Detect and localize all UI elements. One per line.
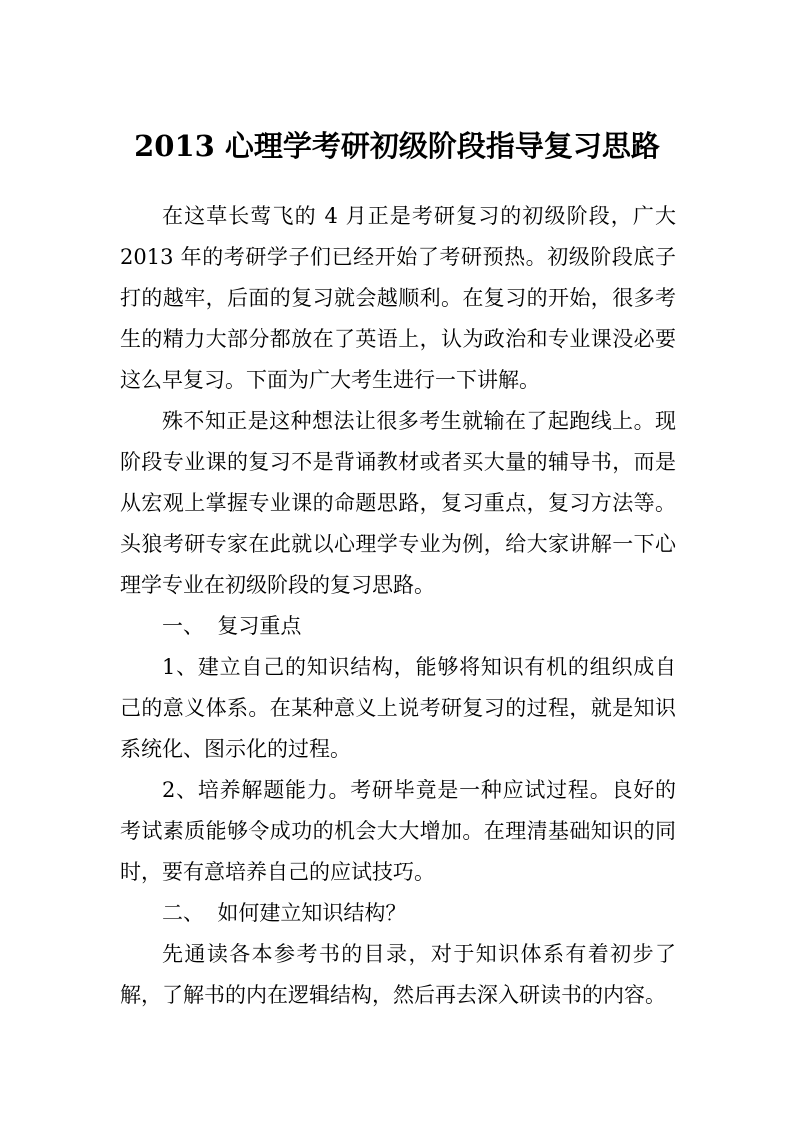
review-focus-item-1: 1、建立自己的知识结构，能够将知识有机的组织成自己的意义体系。在某种意义上说考研复习的过程，就是知识系统化、图示化的过程。 [120,655,676,761]
section-heading-knowledge-structure: 二、 如何建立知识结构？ [162,901,407,925]
section-heading-review-focus: 一、 复习重点 [162,614,302,638]
document-body [120,196,676,1016]
knowledge-structure-paragraph: 先通读各本参考书的目录，对于知识体系有着初步了解，了解书的内在逻辑结构，然后再去深入研读书的内容。 [120,942,676,1007]
document-title: 2013 心理学考研初级阶段指导复习思路 [134,129,660,163]
review-focus-item-2: 2、培养解题能力。考研毕竟是一种应试过程。良好的考试素质能够令成功的机会大大增加。在理清基础知识的同时，要有意培养自己的应试技巧。 [120,778,676,884]
intro-paragraph: 在这草长莺飞的 4 月正是考研复习的初级阶段，广大 2013 年的考研学子们已经开始了考研预热。初级阶段底子打的越牢，后面的复习就会越顺利。在复习的开始，很多考生的精力大部分都放在了英语上，认为政治和专业课没必要这么早复习。下面为广大考生进行一下讲解。 [120,204,676,392]
context-paragraph: 殊不知正是这种想法让很多考生就输在了起跑线上。现阶段专业课的复习不是背诵教材或者买大量的辅导书，而是从宏观上掌握专业课的命题思路，复习重点，复习方法等。头狼考研专家在此就以心理学专业为例，给大家讲解一下心理学专业在初级阶段的复习思路。 [120,409,676,597]
